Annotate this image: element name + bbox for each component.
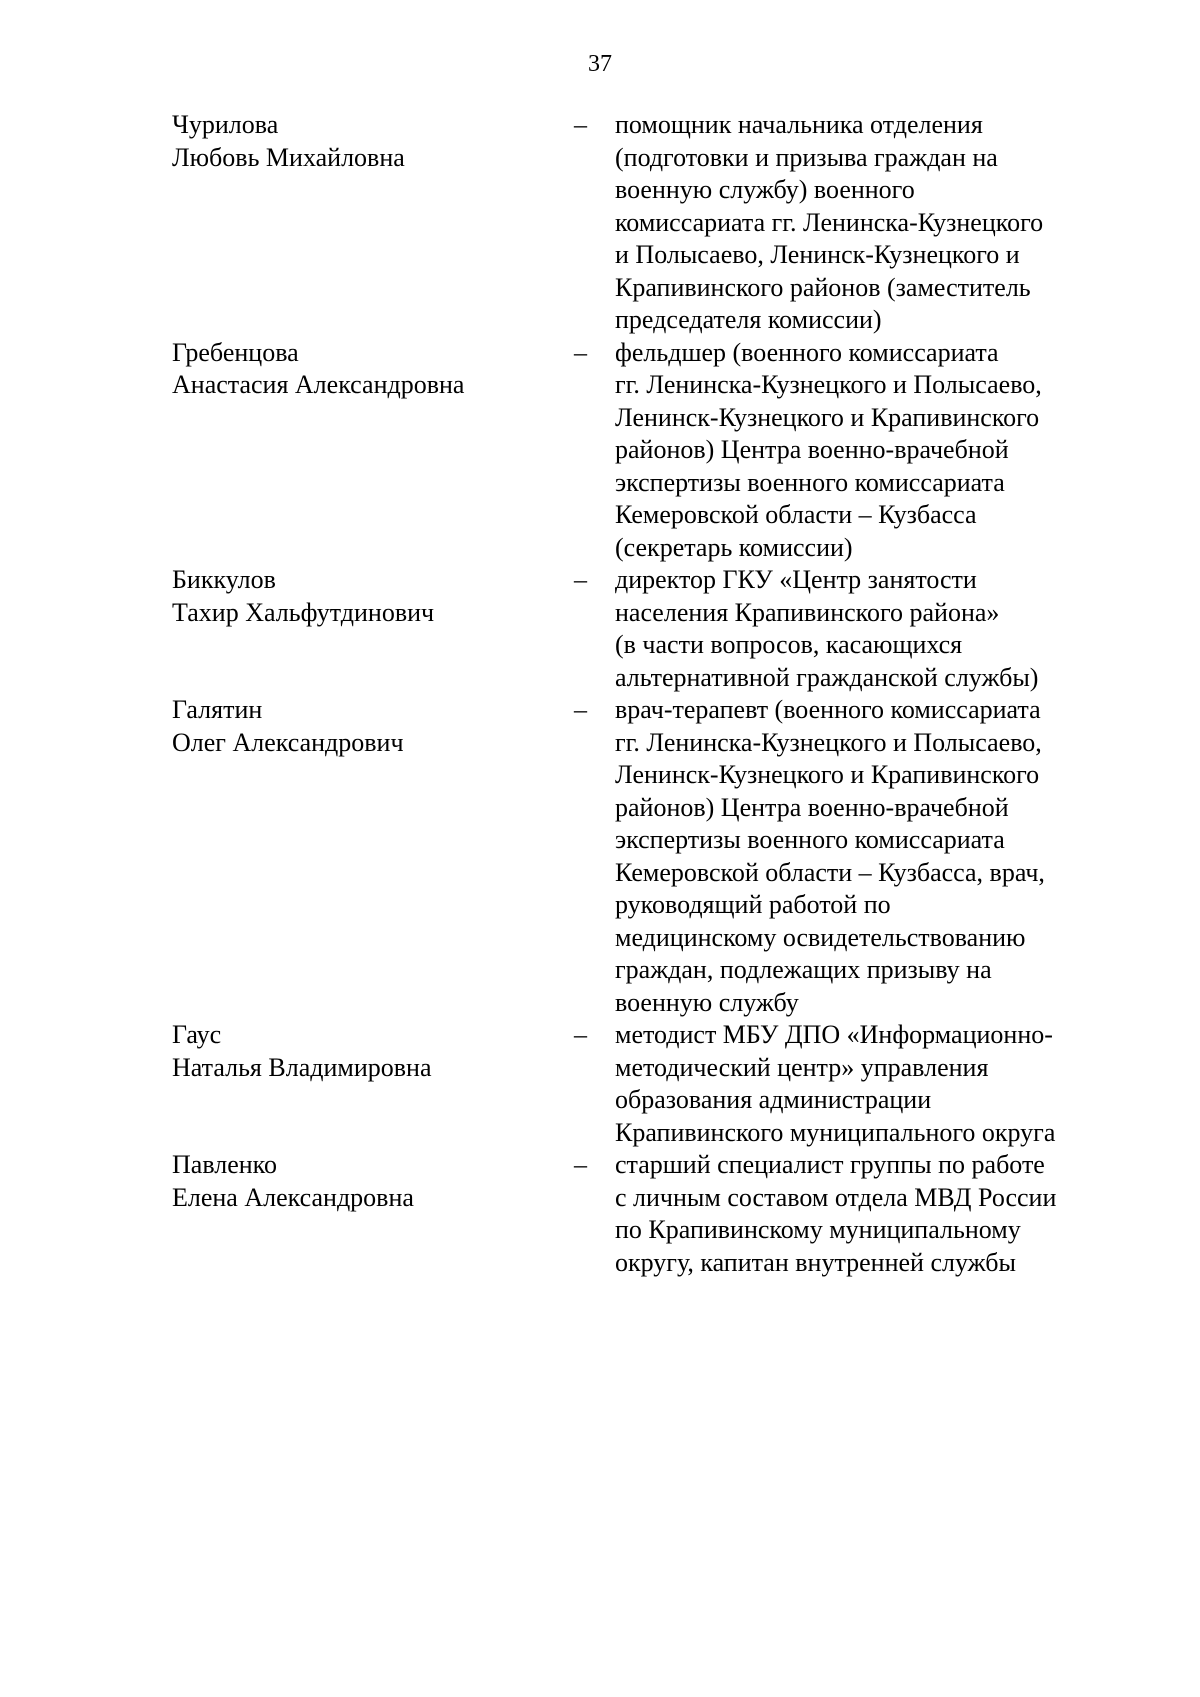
description-line: населения Крапивинского района» xyxy=(615,597,1000,627)
member-given-names: Елена Александровна xyxy=(172,1182,414,1212)
dash-separator: – xyxy=(574,337,587,367)
description-line: врач-терапевт (военного комиссариата xyxy=(615,695,1041,724)
member-description xyxy=(615,694,1105,1019)
member-entry-galyatin xyxy=(0,694,1200,1019)
dash-separator: – xyxy=(574,565,587,594)
description-line: гг. Ленинска-Кузнецкого и Полысаево, xyxy=(615,727,1042,757)
member-entry-churilova xyxy=(0,109,1200,337)
member-entry-gaus xyxy=(0,1019,1200,1149)
description-line: по Крапивинскому муниципальному xyxy=(615,1215,1021,1244)
description-line: округу, капитан внутренней службы xyxy=(615,1247,1016,1277)
member-name xyxy=(172,1019,552,1084)
description-line: (секретарь комиссии) xyxy=(615,532,853,562)
dash-separator: – xyxy=(574,1020,587,1049)
member-entry-pavlenko xyxy=(0,1149,1200,1279)
member-surname: Павленко xyxy=(172,1150,277,1179)
member-given-names: Анастасия Александровна xyxy=(172,370,465,399)
dash-separator: – xyxy=(574,110,587,139)
member-surname: Биккулов xyxy=(172,565,276,594)
description-line: с личным составом отдела МВД России xyxy=(615,1182,1057,1212)
description-line: образования администрации xyxy=(615,1085,932,1114)
description-line: военную службу xyxy=(615,987,799,1017)
member-name xyxy=(172,1149,552,1214)
member-description xyxy=(615,1019,1105,1149)
description-line: альтернативной гражданской службы) xyxy=(615,662,1039,692)
member-description xyxy=(615,564,1105,694)
description-line: директор ГКУ «Центр занятости xyxy=(615,565,977,594)
member-name xyxy=(172,337,552,402)
description-line: комиссариата гг. Ленинска-Кузнецкого xyxy=(615,207,1044,237)
description-line: фельдшер (военного комиссариата xyxy=(615,337,999,367)
description-line: Крапивинского муниципального округа xyxy=(615,1117,1056,1147)
description-line: экспертизы военного комиссариата xyxy=(615,467,1005,497)
description-line: методист МБУ ДПО «Информационно- xyxy=(615,1020,1053,1049)
commission-member-list xyxy=(0,109,1200,1279)
description-line: Ленинск-Кузнецкого и Крапивинского xyxy=(615,760,1040,789)
dash-separator: – xyxy=(574,695,587,724)
member-name xyxy=(172,694,552,759)
description-line: председателя комиссии) xyxy=(615,305,882,334)
description-line: руководящий работой по xyxy=(615,890,891,919)
description-line: Кемеровской области – Кузбасса, врач, xyxy=(615,857,1045,887)
description-line: районов) Центра военно-врачебной xyxy=(615,435,1009,464)
description-line: Кемеровской области – Кузбасса xyxy=(615,500,977,529)
page-number: 37 xyxy=(588,51,612,77)
description-line: методический центр» управления xyxy=(615,1052,989,1082)
member-given-names: Любовь Михайловна xyxy=(172,142,405,172)
description-line: граждан, подлежащих призыву на xyxy=(615,955,992,984)
member-surname: Гребенцова xyxy=(172,337,299,367)
description-line: районов) Центра военно-врачебной xyxy=(615,792,1009,822)
member-surname: Чурилова xyxy=(172,110,279,139)
description-line: старший специалист группы по работе xyxy=(615,1150,1045,1179)
member-surname: Гаус xyxy=(172,1020,222,1049)
member-surname: Галятин xyxy=(172,695,263,724)
dash-separator: – xyxy=(574,1150,587,1179)
description-line: (подготовки и призыва граждан на xyxy=(615,142,998,172)
member-entry-bikkulov xyxy=(0,564,1200,694)
description-line: Ленинск-Кузнецкого и Крапивинского xyxy=(615,402,1040,432)
description-line: гг. Ленинска-Кузнецкого и Полысаево, xyxy=(615,370,1042,399)
member-name xyxy=(172,564,552,629)
description-line: Крапивинского районов (заместитель xyxy=(615,272,1031,302)
member-given-names: Олег Александрович xyxy=(172,727,404,757)
description-line: (в части вопросов, касающихся xyxy=(615,630,963,659)
member-description xyxy=(615,109,1105,337)
member-entry-grebentsova xyxy=(0,337,1200,565)
description-line: помощник начальника отделения xyxy=(615,110,983,139)
member-description xyxy=(615,337,1105,565)
member-given-names: Тахир Хальфутдинович xyxy=(172,597,435,627)
description-line: медицинскому освидетельствованию xyxy=(615,922,1026,952)
member-given-names: Наталья Владимировна xyxy=(172,1052,432,1082)
member-description xyxy=(615,1149,1105,1279)
member-name xyxy=(172,109,552,174)
description-line: военную службу) военного xyxy=(615,175,915,204)
description-line: и Полысаево, Ленинск-Кузнецкого и xyxy=(615,240,1020,269)
description-line: экспертизы военного комиссариата xyxy=(615,825,1005,854)
